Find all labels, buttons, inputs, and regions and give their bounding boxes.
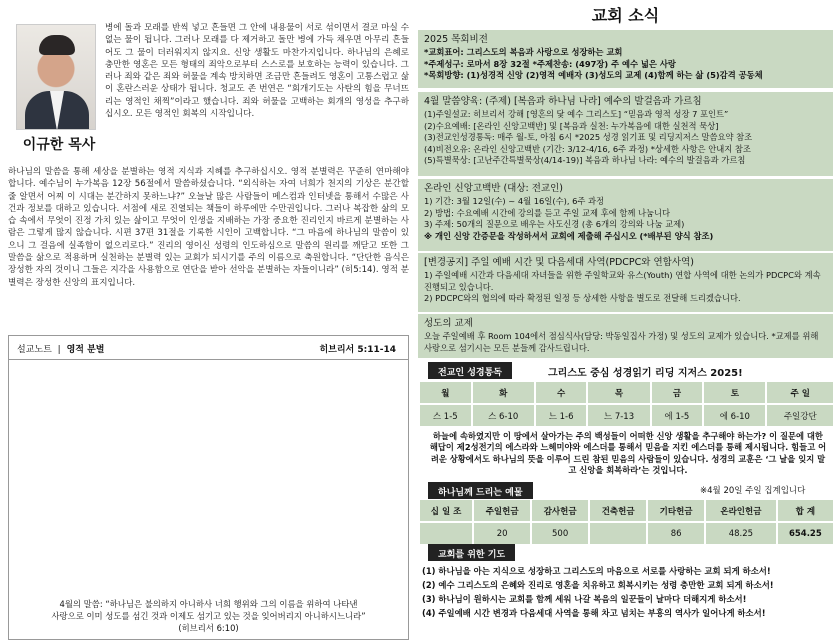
study-item: (3)전교인성경통독: 매주 월-토, 아침 6시 *2025 성경 읽기표 및 리딩지저스 말씀요약 참조	[424, 132, 753, 143]
offering-value-cell	[589, 522, 647, 544]
monthly-verse	[15, 598, 402, 634]
online-class-item: 2) 방법: 수요예배 시간에 강의를 듣고 주일 교제 후에 함께 나눔니다	[424, 207, 671, 218]
study-item: (1)주일설교: 히브리서 강해 [영혼의 닻 예수 그리스도] “믿음과 영적 성장 7 포인트”	[424, 109, 729, 120]
essay-paragraph-bottom: 하나님의 말씀을 통해 세상을 분별하는 영적 지식과 지혜를 추구하십시오. 영적 분별력은 꾸준히 연마해야 합니다. 예수님이 누가복음 12장 56절에서 말씀하셨습니다. “외식하는 자여 너희가 천지의 기상은 분간할 줄 알면서 어찌 이 시대는 분간하지 못하느냐?” 오늘날 많은 사람들이 메스컴과 인터넷을 통해서 수많은 사건과 정보를 대하고 있습니다. 서점에 새로 진열되는 책들이 하루에만 수만권입니다. 그러나 복잡한 삶의 모습 속에서 무엇이 진정 가치 있는 삶이고 무엇이 인생을 지배하는 가장 중요한 진리인지 바르게 분별하는 사람은 그렇게 많지 않습니다. 시편 37편 31절을 기록한 시인이 고백합니다. “그 마음에 하나님의 말씀이 있으니 그 걸음에 실족함이 없으리로다.” 진리의 영이신 성령의 인도하심으로 말씀의 원리를 깨닫고 또한 그 말씀을 삶으로 적용하며 실천하는 분별력 있는 교회가 되시기를 주의 이름으로 축원합니다. “단단한 음식은 장성한 자의 것이니 그들은 지각을 사용함으로 연단을 받아 선악을 분별하는 자들이니라” (히5:14). 영적 분별력은 장성한 신앙의 표지입니다.	[8, 167, 409, 288]
offering-header-row	[419, 500, 833, 522]
sermon-title: 영적 분별	[66, 345, 105, 355]
day-cell: 토	[703, 382, 766, 404]
passage-cell: 스 6-10	[472, 404, 535, 426]
prayer-list	[422, 564, 832, 620]
study-item: (5)특별묵상: [고난주간특별묵상(4/14-19)] 복음과 하나님 나라: 예수의 발걸음과 가르침	[424, 155, 746, 166]
offering-header-cell: 십 일 조	[419, 500, 473, 522]
vision-box	[418, 30, 833, 88]
sermon-reference: 히브리서 5:11-14	[319, 345, 396, 355]
schedule-change-header: [변경공지] 주일 예배 시간 및 다음세대 사역(PDCPC와 연합사역)	[424, 257, 694, 268]
offering-value-cell: 20	[473, 522, 531, 544]
offering-header-cell: 기타헌금	[647, 500, 705, 522]
day-cell: 주 일	[766, 382, 833, 404]
offering-note: ※4월 20일 주일 집계입니다	[700, 486, 806, 496]
schedule-change-item: 1) 주일예배 시간과 다음세대 자녀들을 위한 주일학교와 유스(Youth) 연합 사역에 대한 논의가 PDCPC와 계속 진행되고 있습니다.	[424, 270, 821, 292]
offering-total-cell: 654.25	[777, 522, 833, 544]
fellowship-header: 성도의 교제	[424, 318, 473, 329]
vision-motto: *교회표어: 그리스도의 복음과 사랑으로 성장하는 교회	[424, 47, 623, 58]
pastor-column	[4, 20, 410, 633]
reading-day-row	[419, 382, 833, 404]
passage-cell: 에 6-10	[703, 404, 766, 426]
passage-cell: 느 7-13	[587, 404, 650, 426]
pastor-name: 이규한 목사	[22, 137, 96, 153]
monthly-verse-line: 사랑으로 이미 성도를 섬긴 것과 이제도 섬기고 있는 것을 잊어버리지 아니하시느니라”	[51, 611, 366, 621]
offering-value-row	[419, 522, 833, 544]
offering-header-cell: 감사헌금	[531, 500, 589, 522]
study-box	[418, 92, 833, 176]
day-cell: 수	[535, 382, 588, 404]
sermon-label: 설교노트	[17, 345, 52, 355]
day-cell: 화	[472, 382, 535, 404]
passage-cell: 에 1-5	[651, 404, 704, 426]
vision-header: 2025 목회비전	[424, 34, 488, 45]
reading-note: 하늘에 속하였지만 이 땅에서 살아가는 주의 백성들이 어떠한 신앙 생활을 추구해야 하는가? 이 질문에 대한 해답이 제2성전기의 에스라와 느헤미야와 에스더를 통해서 믿음을 지킨 에스더를 통해 제시됩니다. 힘들고 어려운 상황에서도 하나님의 뜻을 이루어 드린 참된 믿음의 사람들이 있습니다. 성경의 교훈은 ‘그 날을 잊지 말고 신앙을 회복하라’는 것입니다.	[429, 431, 827, 475]
offering-header-cell: 건축헌금	[589, 500, 647, 522]
reading-title-row	[418, 362, 833, 382]
offering-table	[418, 500, 833, 544]
prayer-item: (3) 하나님이 원하시는 교회를 함께 세워 나갈 복음의 일꾼들이 날마다 더해지게 하소서!	[422, 594, 747, 604]
schedule-change-box	[418, 253, 833, 312]
offering-header-cell: 주일헌금	[473, 500, 531, 522]
monthly-verse-reference: (히브리서 6:10)	[178, 623, 239, 633]
study-item: (4)비전오유: 온라인 신앙고백반 (기간: 3/12-4/16, 6주 과정) *상세한 사항은 안내지 참조	[424, 143, 751, 154]
sermon-notes-box	[8, 335, 409, 640]
schedule-change-item: 2) PDCPC와의 협의에 따라 확정된 일정 등 상세한 사항을 별도로 전달해 드리겠습니다.	[424, 293, 741, 304]
study-header: 4월 말씀양육: (주제) [복음과 하나님 나라] 예수의 발걸음과 가르침	[424, 96, 702, 107]
offering-value-cell	[419, 522, 473, 544]
day-cell: 월	[419, 382, 472, 404]
essay-paragraph-top: 병에 돌과 모래를 반씩 넣고 흔들면 그 안에 내용물이 서로 섞이면서 결코 마실 수 없는 물이 됩니다. 그러나 모래를 다 제거하고 돌만 병에 가득 채우면 아무리 흔들어도 그 물이 더러워지지 않지요. 신앙 생활도 마찬가지입니다. 하나님의 은혜로 충만한 영혼은 모든 형태의 죄악으로부터 스스로를 보호하는 능력이 있습니다. 그러나 죄와 같은 죄와 허물을 계속 방치하면 조금만 흔들려도 영혼이 고통스럽고 삶이 혼란스러운 상태가 됩니다. 청교도 존 번연은 “회개기도는 사탄의 힘을 무너뜨리는 영적인 채찍”이라고 했습니다. 죄와 허물을 고백하는 회개의 영성을 추구하십시오. 모든 영적인 회복의 시작입니다.	[105, 23, 410, 120]
prayer-item: (2) 예수 그리스도의 은혜와 진리로 영혼을 치유하고 회복시키는 성령 충만한 교회 되게 하소서!	[422, 580, 774, 590]
online-class-item: 1) 기간: 3월 12일(수) ~ 4월 16일(수), 6주 과정	[424, 196, 605, 207]
study-item: (2)수요예배: [온라인 신앙고백반] 및 [복음과 실천: 누가복음에 대한 실천적 묵상]	[424, 120, 719, 131]
prayer-item: (1) 하나님을 아는 지식으로 성장하고 그리스도의 마음으로 서로를 사랑하는 교회 되게 하소서!	[422, 566, 771, 576]
passage-cell: 느 1-6	[535, 404, 588, 426]
offering-value-cell: 500	[531, 522, 589, 544]
online-class-box	[418, 179, 833, 251]
reading-table	[418, 382, 833, 426]
vision-verse: *주제성구: 로마서 8장 32절 *주제찬송: (497장) 주 예수 넓은 사랑	[424, 58, 676, 69]
vision-direction: *목회방향: (1)성경적 신앙 (2)영적 예배자 (3)성도의 교제 (4)함께 하는 삶 (5)감격 공동체	[424, 70, 763, 81]
offering-value-cell: 86	[647, 522, 705, 544]
day-cell: 금	[651, 382, 704, 404]
offering-header-cell: 온라인헌금	[705, 500, 777, 522]
reading-passage-row	[419, 404, 833, 426]
passage-cell: 주일강단	[766, 404, 833, 426]
online-class-item: 3) 주제: 50개의 질문으로 배우는 사도신경 (총 6개의 강의와 나눔 교제)	[424, 219, 685, 230]
offering-value-cell: 48.25	[705, 522, 777, 544]
prayer-bar: 교회를 위한 기도	[428, 544, 515, 561]
page-title: 교회 소식	[591, 6, 660, 25]
reading-bar: 전교인 성경통독	[428, 362, 512, 379]
sermon-header: 설교노트 | 영적 분별 히브리서 5:11-14	[9, 336, 408, 360]
monthly-verse-line: 4월의 말씀: “하나님은 불의하지 아니하사 너희 행위와 그의 이름을 위하여 나타낸	[59, 599, 358, 609]
offering-header-cell: 합 계	[777, 500, 833, 522]
reading-subtitle: 그리스도 중심 성경읽기 리딩 지저스 2025!	[548, 368, 743, 379]
online-class-note: ※ 개인 신앙 간증문을 작성하셔서 교회에 제출해 주십시오 (*배부된 양식 참조)	[424, 230, 714, 241]
day-cell: 목	[587, 382, 650, 404]
pastor-photo	[16, 24, 96, 130]
prayer-item: (4) 주일예배 시간 변경과 다음세대 사역을 통해 차고 넘치는 부흥의 역사가 일어나게 하소서!	[422, 608, 766, 618]
online-class-header: 온라인 신앙고백반 (대상: 전교인)	[424, 183, 563, 194]
fellowship-body: 오늘 주일예배 후 Room 104에서 점심식사(담당: 박동일집사 가정) 및 성도의 교제가 있습니다. *교제를 위해 사랑으로 섬기시는 모든 분들께 감사드립니다.	[424, 331, 819, 353]
passage-cell: 스 1-5	[419, 404, 472, 426]
offering-bar: 하나님께 드리는 예물	[428, 482, 533, 499]
fellowship-box	[418, 314, 833, 358]
